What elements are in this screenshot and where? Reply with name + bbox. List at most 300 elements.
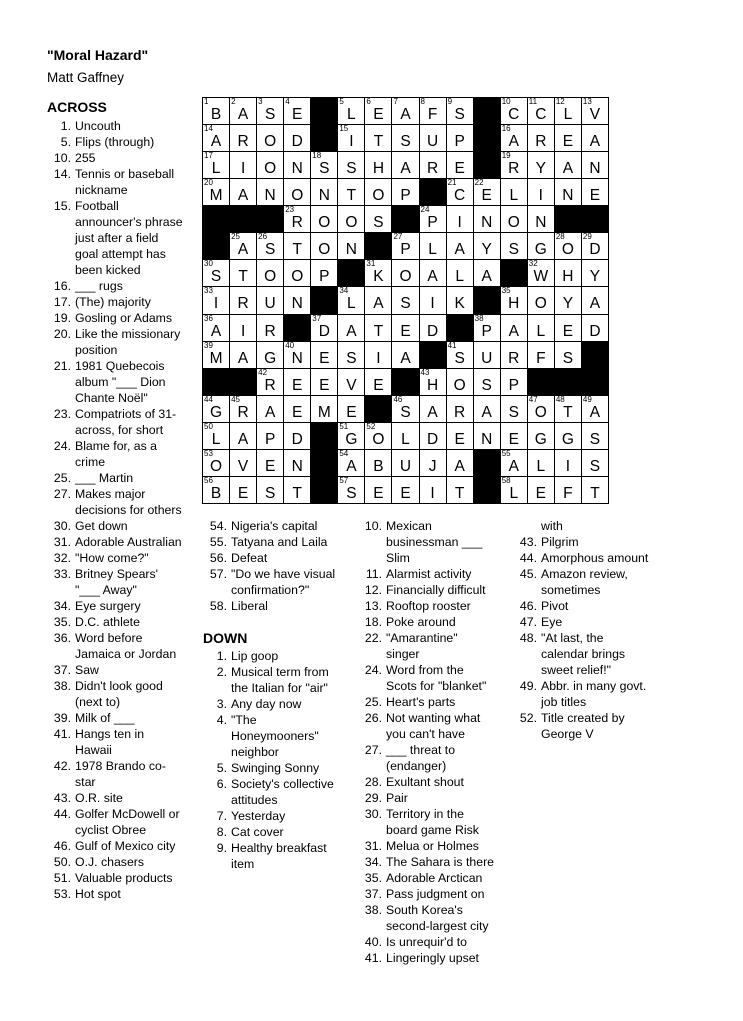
- clue-number: 27.: [364, 743, 382, 757]
- cell-letter: H: [562, 268, 574, 286]
- grid-cell: [581, 178, 609, 206]
- grid-cell: [364, 286, 392, 314]
- grid-cell: [527, 124, 555, 152]
- grid-cell: [500, 286, 528, 314]
- clue-text: Healthy breakfast: [231, 841, 327, 855]
- cell-number: 41: [447, 340, 457, 350]
- grid-cell: [419, 124, 447, 152]
- clue-text: you can't have: [386, 727, 465, 741]
- clue-text: calendar brings: [541, 647, 626, 661]
- cell-letter: M: [209, 349, 223, 367]
- grid-cell: [527, 178, 555, 206]
- clue-text: Honeymooners": [231, 729, 319, 743]
- cell-letter: A: [508, 457, 519, 475]
- cell-letter: N: [535, 214, 547, 232]
- cell-letter: D: [589, 322, 601, 340]
- grid-cell: [364, 178, 392, 206]
- grid-cell: [473, 178, 501, 206]
- cell-number: 1: [204, 97, 209, 106]
- cell-letter: Y: [589, 268, 601, 286]
- cell-letter: N: [481, 430, 493, 448]
- clue-text: Mexican: [386, 519, 432, 533]
- cell-letter: O: [372, 430, 385, 448]
- grid-cell: [446, 422, 474, 450]
- clue-text: cyclist Obree: [75, 823, 147, 837]
- cell-number: 36: [204, 313, 213, 323]
- grid-cell: [283, 449, 311, 477]
- grid-cell: [337, 449, 365, 477]
- clue-text: George V: [541, 727, 594, 741]
- grid-cell: [554, 286, 582, 314]
- clue-text: Makes major: [75, 487, 146, 501]
- grid-cell: [283, 259, 311, 287]
- grid-cell: [283, 178, 311, 206]
- clue-text: Gulf of Mexico city: [75, 839, 176, 853]
- black-square: [473, 124, 501, 152]
- cell-letter: A: [589, 133, 601, 151]
- clue-number: 20.: [53, 327, 71, 341]
- grid-cell: [283, 341, 311, 369]
- cell-letter: Y: [562, 295, 574, 313]
- cell-number: 27: [393, 232, 403, 242]
- grid-cell: [473, 395, 501, 423]
- grid-cell: [446, 395, 474, 423]
- clue-text: Liberal: [231, 599, 268, 613]
- clue-number: 51.: [53, 871, 71, 885]
- clue-text: Amazon review,: [541, 567, 628, 581]
- grid-cell: [256, 341, 284, 369]
- clue-text: album "___ Dion: [75, 375, 166, 389]
- grid-cell: [391, 151, 419, 179]
- cell-letter: L: [211, 160, 221, 178]
- cell-letter: N: [291, 160, 303, 178]
- clue-number: 43.: [53, 791, 71, 805]
- grid-cell: [391, 422, 419, 450]
- clue-text: Tatyana and Laila: [231, 535, 328, 549]
- cell-letter: V: [346, 376, 357, 394]
- cell-number: 18: [312, 151, 322, 161]
- grid-cell: [527, 422, 555, 450]
- grid-cell: [581, 232, 609, 260]
- grid-cell: [310, 314, 338, 342]
- clue-text: Pair: [386, 791, 408, 805]
- cell-number: 15: [339, 124, 349, 134]
- grid-cell: [446, 178, 474, 206]
- clue-text: just after a field: [75, 231, 159, 245]
- grid-cell: [419, 232, 447, 260]
- cell-letter: E: [481, 187, 492, 205]
- clue-text: singer: [386, 647, 420, 661]
- grid-cell: [391, 314, 419, 342]
- cell-letter: K: [454, 295, 465, 313]
- black-square: [527, 368, 555, 396]
- cell-letter: A: [237, 106, 249, 123]
- clue-number: 41.: [53, 727, 71, 741]
- clue-text: Milk of ___: [75, 711, 135, 725]
- cell-letter: S: [346, 349, 357, 367]
- cell-number: 30: [204, 259, 213, 269]
- cell-letter: A: [427, 403, 438, 421]
- cell-letter: L: [428, 241, 437, 259]
- grid-cell: [527, 341, 555, 369]
- cell-letter: S: [400, 295, 411, 313]
- cell-number: 26: [258, 232, 268, 242]
- cell-letter: A: [264, 403, 276, 421]
- grid-cell: [473, 232, 501, 260]
- clue-number: 5.: [60, 135, 71, 149]
- cell-letter: T: [454, 484, 465, 502]
- cell-letter: E: [373, 106, 384, 123]
- clue-text: with: [541, 519, 563, 533]
- clue-number: 31.: [53, 535, 71, 549]
- cell-number: 28: [555, 232, 565, 242]
- clue-text: Didn't look good: [75, 679, 163, 693]
- black-square: [391, 368, 419, 396]
- grid-cell: [527, 205, 555, 233]
- grid-cell: [581, 259, 609, 287]
- grid-cell: [310, 205, 338, 233]
- clue-number: 34.: [53, 599, 71, 613]
- cell-number: 20: [204, 178, 213, 188]
- clue-text: Yesterday: [231, 809, 286, 823]
- clue-text: ___ rugs: [75, 279, 123, 293]
- grid-cell: [229, 97, 257, 125]
- clue-text: Heart's parts: [386, 695, 456, 709]
- cell-letter: V: [237, 457, 249, 475]
- grid-cell: [364, 314, 392, 342]
- grid-cell: [581, 422, 609, 450]
- black-square: [310, 476, 338, 504]
- clue-number: 23.: [53, 407, 71, 421]
- cell-number: 45: [231, 394, 240, 404]
- grid-cell: [229, 232, 257, 260]
- cell-letter: C: [454, 187, 466, 205]
- clue-number: 30.: [364, 807, 382, 821]
- grid-cell: [446, 341, 474, 369]
- grid-cell: [337, 178, 365, 206]
- cell-letter: I: [240, 160, 246, 178]
- grid-cell: [391, 395, 419, 423]
- clue-number: 45.: [519, 567, 537, 581]
- grid-cell: [256, 178, 284, 206]
- black-square: [581, 368, 609, 396]
- grid-cell: [229, 314, 257, 342]
- cell-number: 48: [555, 394, 565, 404]
- cell-number: 19: [501, 151, 511, 161]
- cell-letter: S: [346, 160, 357, 178]
- cell-number: 40: [285, 340, 295, 350]
- clue-text: Rooftop rooster: [386, 599, 471, 613]
- black-square: [283, 314, 311, 342]
- grid-cell: [446, 232, 474, 260]
- grid-cell: [337, 395, 365, 423]
- grid-cell: [256, 395, 284, 423]
- black-square: [500, 259, 528, 287]
- grid-cell: [229, 178, 257, 206]
- grid-cell: [364, 341, 392, 369]
- cell-number: 11: [528, 97, 538, 106]
- clue-number: 24.: [53, 439, 71, 453]
- clue-text: Society's collective: [231, 777, 334, 791]
- clue-text: across, for short: [75, 423, 164, 437]
- grid-cell: [391, 449, 419, 477]
- cell-letter: S: [589, 457, 601, 475]
- grid-cell: [473, 341, 501, 369]
- grid-cell: [310, 395, 338, 423]
- grid-cell: [446, 151, 474, 179]
- cell-letter: R: [237, 133, 249, 151]
- cell-letter: M: [209, 187, 223, 205]
- cell-letter: N: [264, 187, 276, 205]
- black-square: [554, 205, 582, 233]
- grid-cell: [256, 259, 284, 287]
- cell-letter: S: [508, 241, 519, 259]
- cell-letter: H: [508, 295, 520, 313]
- cell-letter: I: [376, 349, 381, 367]
- cell-letter: D: [589, 241, 601, 259]
- grid-cell: [256, 449, 284, 477]
- cell-letter: T: [590, 484, 600, 502]
- cell-letter: O: [372, 187, 385, 205]
- clue-number: 10.: [53, 151, 71, 165]
- cell-letter: O: [318, 241, 331, 259]
- grid-cell: [500, 178, 528, 206]
- cell-number: 50: [204, 421, 213, 431]
- grid-cell: [554, 422, 582, 450]
- clue-number: 1.: [216, 649, 227, 663]
- cell-number: 55: [501, 448, 511, 458]
- grid-cell: [527, 286, 555, 314]
- grid-cell: [202, 286, 230, 314]
- cell-number: 2: [231, 97, 236, 106]
- cell-letter: T: [563, 403, 573, 421]
- grid-cell: [527, 395, 555, 423]
- cell-letter: N: [345, 241, 357, 259]
- black-square: [581, 205, 609, 233]
- cell-letter: O: [345, 214, 358, 232]
- cell-letter: E: [562, 322, 574, 340]
- cell-letter: A: [210, 322, 222, 340]
- grid-cell: [364, 124, 392, 152]
- grid-cell: [500, 449, 528, 477]
- cell-letter: A: [346, 322, 357, 340]
- clue-text: Musical term from: [231, 665, 329, 679]
- black-square: [310, 422, 338, 450]
- grid-cell: [554, 151, 582, 179]
- grid-cell: [283, 286, 311, 314]
- cell-number: 25: [231, 232, 240, 242]
- cell-letter: E: [454, 430, 465, 448]
- clue-text: decisions for others: [75, 503, 182, 517]
- clue-number: 3.: [216, 697, 227, 711]
- cell-letter: A: [237, 430, 249, 448]
- grid-cell: [527, 449, 555, 477]
- clue-number: 42.: [53, 759, 71, 773]
- clue-number: 31.: [364, 839, 382, 853]
- cell-letter: G: [210, 403, 223, 421]
- cell-letter: D: [291, 133, 303, 151]
- cell-letter: S: [319, 160, 330, 178]
- cell-letter: H: [426, 376, 439, 394]
- cell-letter: B: [373, 457, 384, 475]
- cell-letter: A: [373, 295, 384, 313]
- clue-number: 36.: [53, 631, 71, 645]
- grid-cell: [310, 259, 338, 287]
- grid-cell: [364, 476, 392, 504]
- cell-letter: L: [347, 106, 356, 123]
- grid-cell: [229, 124, 257, 152]
- cell-letter: A: [562, 160, 574, 178]
- grid-cell: [446, 476, 474, 504]
- grid-cell: [202, 178, 230, 206]
- cell-letter: D: [318, 322, 330, 340]
- cell-letter: I: [430, 295, 435, 313]
- cell-letter: L: [509, 187, 519, 205]
- grid-cell: [391, 341, 419, 369]
- grid-cell: [554, 178, 582, 206]
- grid-cell: [391, 97, 419, 125]
- clue-text: Financially difficult: [386, 583, 486, 597]
- clue-text: 1981 Quebecois: [75, 359, 165, 373]
- clue-text: Like the missionary: [75, 327, 181, 341]
- clue-text: "At last, the: [541, 631, 604, 645]
- grid-cell: [310, 178, 338, 206]
- grid-cell: [229, 151, 257, 179]
- grid-cell: [229, 476, 257, 504]
- clue-text: nickname: [75, 183, 128, 197]
- grid-cell: [391, 178, 419, 206]
- cell-number: 42: [258, 367, 268, 377]
- cell-number: 33: [204, 286, 213, 296]
- clue-number: 46.: [519, 599, 537, 613]
- grid-cell: [554, 449, 582, 477]
- cell-letter: E: [454, 160, 465, 178]
- cell-letter: L: [563, 106, 573, 123]
- clue-number: 33.: [53, 567, 71, 581]
- cell-letter: F: [536, 349, 546, 367]
- grid-cell: [391, 476, 419, 504]
- grid-cell: [283, 368, 311, 396]
- cell-number: 57: [339, 475, 349, 485]
- cell-letter: J: [428, 457, 437, 475]
- clue-number: 52.: [519, 711, 537, 725]
- clue-number: 49.: [519, 679, 537, 693]
- cell-letter: A: [508, 133, 519, 151]
- clue-text: Adorable Australian: [75, 535, 182, 549]
- clue-number: 5.: [216, 761, 227, 775]
- clue-text: Nigeria's capital: [231, 519, 318, 533]
- cell-letter: P: [319, 268, 330, 286]
- clue-text: Golfer McDowell or: [75, 807, 180, 821]
- black-square: [554, 368, 582, 396]
- clue-text: Abbr. in many govt.: [541, 679, 647, 693]
- clue-number: 4.: [216, 713, 227, 727]
- cell-letter: Y: [535, 160, 546, 178]
- grid-cell: [446, 449, 474, 477]
- cell-number: 58: [501, 475, 511, 485]
- black-square: [473, 449, 501, 477]
- grid-cell: [202, 476, 230, 504]
- clue-text: Melua or Holmes: [386, 839, 479, 853]
- black-square: [229, 368, 257, 396]
- clue-text: Alarmist activity: [386, 567, 472, 581]
- clue-text: announcer's phrase: [75, 215, 183, 229]
- cell-letter: S: [373, 214, 384, 232]
- grid-cell: [337, 341, 365, 369]
- cell-letter: R: [291, 214, 303, 232]
- grid-cell: [500, 395, 528, 423]
- black-square: [310, 449, 338, 477]
- black-square: [202, 205, 230, 233]
- grid-cell: [554, 314, 582, 342]
- clue-number: 1.: [60, 119, 71, 133]
- cell-letter: C: [535, 106, 547, 123]
- clue-text: The Sahara is there: [386, 855, 495, 869]
- cell-letter: U: [426, 133, 439, 151]
- cell-letter: G: [264, 349, 277, 367]
- clue-text: Scots for "blanket": [386, 679, 487, 693]
- cell-letter: I: [538, 187, 543, 205]
- cell-letter: B: [210, 106, 222, 123]
- black-square: [473, 476, 501, 504]
- grid-cell: [256, 286, 284, 314]
- clue-text: ___ threat to: [386, 743, 456, 757]
- cell-letter: R: [264, 322, 276, 340]
- grid-cell: [500, 341, 528, 369]
- clue-number: 25.: [53, 471, 71, 485]
- cell-number: 35: [501, 286, 511, 296]
- clue-text: Gosling or Adams: [75, 311, 173, 325]
- grid-cell: [364, 422, 392, 450]
- cell-letter: O: [399, 268, 412, 286]
- grid-cell: [391, 259, 419, 287]
- grid-cell: [364, 449, 392, 477]
- clue-text: Cat cover: [231, 825, 284, 839]
- cell-letter: P: [508, 376, 519, 394]
- clue-number: 16.: [53, 279, 71, 293]
- cell-number: 17: [204, 151, 213, 161]
- cell-letter: E: [292, 403, 303, 421]
- clue-text: O.R. site: [75, 791, 123, 805]
- clue-text: goal attempt has: [75, 247, 166, 261]
- clue-text: Adorable Arctican: [386, 871, 483, 885]
- grid-cell: [554, 341, 582, 369]
- clue-number: 7.: [216, 809, 227, 823]
- clue-number: 38.: [364, 903, 382, 917]
- grid-cell: [310, 232, 338, 260]
- clue-text: Jamaica or Jordan: [75, 647, 177, 661]
- clue-text: businessman ___: [386, 535, 483, 549]
- grid-cell: [229, 422, 257, 450]
- clue-text: Exultant shout: [386, 775, 464, 789]
- grid-cell: [446, 368, 474, 396]
- cell-letter: O: [291, 187, 304, 205]
- grid-cell: [419, 286, 447, 314]
- grid-cell: [554, 232, 582, 260]
- clue-text: crime: [75, 455, 106, 469]
- cell-letter: S: [346, 484, 357, 502]
- grid-cell: [581, 449, 609, 477]
- clue-number: 48.: [519, 631, 537, 645]
- clue-text: O.J. chasers: [75, 855, 145, 869]
- grid-cell: [310, 151, 338, 179]
- grid-cell: [256, 232, 284, 260]
- clue-number: 17.: [53, 295, 71, 309]
- grid-cell: [364, 259, 392, 287]
- clue-text: Pass judgment on: [386, 887, 485, 901]
- grid-cell: [500, 205, 528, 233]
- grid-cell: [229, 286, 257, 314]
